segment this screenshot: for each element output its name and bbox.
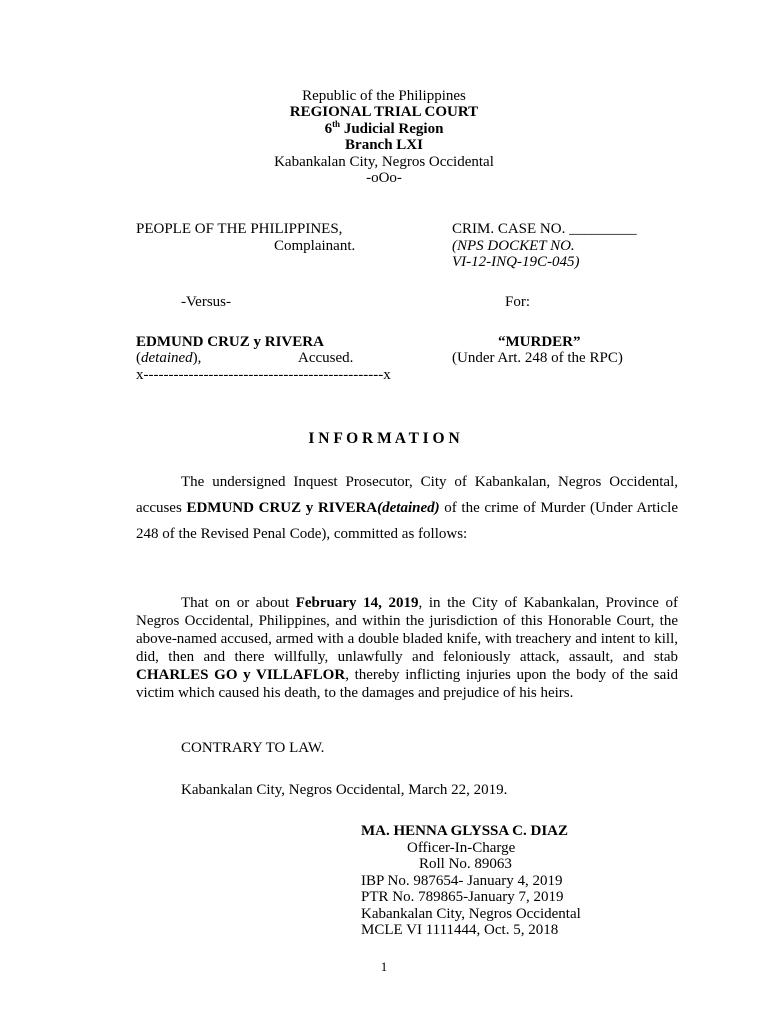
caption-separator: x------------------------------------------------x bbox=[136, 367, 391, 383]
docket-number-line2: VI-12-INQ-19C-045) bbox=[452, 254, 580, 270]
article-reference: (Under Art. 248 of the RPC) bbox=[452, 350, 623, 366]
detained-status bbox=[136, 350, 201, 367]
para1-accused: EDMUND CRUZ y RIVERA bbox=[186, 500, 378, 516]
detained-open: ( bbox=[136, 350, 141, 366]
region-text: Judicial Region bbox=[340, 121, 444, 137]
header-region bbox=[0, 121, 768, 138]
header-ooo: -oOo- bbox=[366, 170, 402, 186]
para2-text3: , thereby inflicting injuries upon the body of the said victim which caused his death, to the damages and prejudice of his heirs. bbox=[136, 667, 678, 701]
page-number: 1 bbox=[380, 959, 388, 974]
accused-role: Accused. bbox=[298, 350, 354, 366]
region-suffix: th bbox=[332, 119, 341, 129]
header-republic: Republic of the Philippines bbox=[302, 88, 466, 104]
signatory-position: Officer-In-Charge bbox=[407, 840, 516, 856]
accused-name: EDMUND CRUZ y RIVERA bbox=[136, 334, 324, 350]
paragraph-accusation bbox=[136, 469, 678, 547]
document-title: I N F O R M A T I O N bbox=[308, 430, 460, 447]
contrary-to-law: CONTRARY TO LAW. bbox=[181, 740, 325, 756]
header-branch: Branch LXI bbox=[345, 137, 423, 153]
detained-close: ), bbox=[192, 350, 202, 366]
signatory-roll: Roll No. 89063 bbox=[419, 856, 512, 872]
versus-label: -Versus- bbox=[181, 294, 231, 310]
header-court: REGIONAL TRIAL COURT bbox=[289, 104, 479, 120]
signatory-name: MA. HENNA GLYSSA C. DIAZ bbox=[361, 823, 568, 839]
case-number: CRIM. CASE NO. _________ bbox=[452, 221, 637, 237]
plaintiff-role: Complainant. bbox=[274, 238, 356, 254]
for-label: For: bbox=[505, 294, 531, 310]
region-number: 6 bbox=[324, 121, 333, 137]
crime-title: “MURDER” bbox=[498, 334, 581, 350]
para1-text2: of the crime of Murder (Under Article 248 of the Revised Penal Code), committed as follows: bbox=[136, 500, 678, 542]
signatory-ibp: IBP No. 987654- January 4, 2019 bbox=[361, 873, 563, 889]
para2-date: February 14, 2019 bbox=[295, 595, 419, 611]
paragraph-facts bbox=[136, 594, 678, 702]
signatory-ptr: PTR No. 789865-January 7, 2019 bbox=[361, 889, 564, 905]
signatory-mcle: MCLE VI 1111444, Oct. 5, 2018 bbox=[361, 922, 559, 938]
signatory-address: Kabankalan City, Negros Occidental bbox=[361, 906, 581, 922]
detained-word: detained bbox=[141, 350, 193, 366]
para1-detained: (detained) bbox=[377, 500, 440, 516]
para1-text1: The undersigned Inquest Prosecutor, City of Kabankalan, Negros Occidental, accuses bbox=[136, 474, 678, 516]
plaintiff-name: PEOPLE OF THE PHILIPPINES, bbox=[136, 221, 343, 237]
para2-victim: CHARLES GO y VILLAFLOR bbox=[136, 667, 346, 683]
docket-number-line1: (NPS DOCKET NO. bbox=[452, 238, 575, 254]
para2-text1: That on or about bbox=[181, 595, 296, 611]
place-and-date: Kabankalan City, Negros Occidental, March 22, 2019. bbox=[181, 782, 508, 798]
header-location: Kabankalan City, Negros Occidental bbox=[274, 154, 494, 170]
para2-text2: , in the City of Kabankalan, Province of Negros Occidental, Philippines, and within the jurisdiction of this Honorable Court, the above-named accused, armed with a double bladed knife, with treachery and intent to kill, did, then and there willfully, unlawfully and feloniously attack, assault, and stab bbox=[136, 595, 678, 665]
